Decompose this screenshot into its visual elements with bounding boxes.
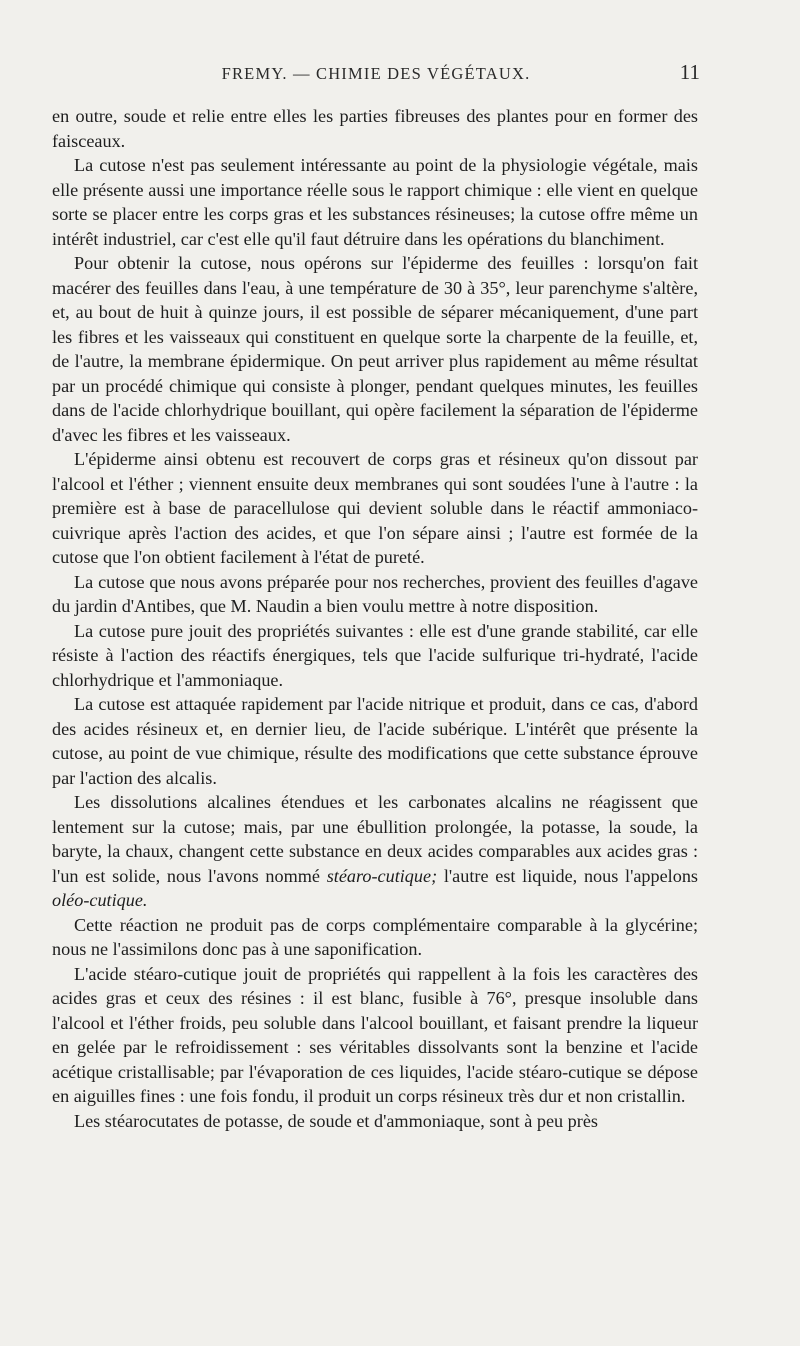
- page-number: 11: [679, 60, 700, 84]
- paragraph-4: L'épiderme ainsi obtenu est recouvert de corps gras et résineux qu'on dissout par l'alcool et l'éther ; viennent ensuite deux membranes qui sont soudées l'une à l'autre : la première est à base de paracellulose qui devient soluble dans le réactif ammoniaco-cuivrique après l'action des acides, et que l'on sépare ainsi ; l'autre est formée de la cutose que l'on obtient facilement à l'état de pureté.: [52, 449, 698, 567]
- body-text: [52, 104, 698, 1133]
- paragraph-8-text-a: Les dissolutions alcalines étendues et les carbonates alcalins ne réagissent que lentement sur la cutose; mais, par une ébullition prolongée, la potasse, la soude, la baryte, la chaux, changent cette substance en deux acides comparables aux acides gras : l'un est solide, nous l'avons nommé: [52, 792, 698, 886]
- paragraph-3: Pour obtenir la cutose, nous opérons sur l'épiderme des feuilles : lorsqu'on fait macérer des feuilles dans l'eau, à une température de 30 à 35°, leur parenchyme s'altère, et, au bout de huit à quinze jours, il est possible de séparer mécaniquement, d'une part les fibres et les vaisseaux qui constituent en quelque sorte la charpente de la feuille, et, de l'autre, la membrane épidermique. On peut arriver plus rapidement au même résultat par un procédé chimique qui consiste à plonger, pendant quelques minutes, les feuilles dans de l'acide chlorhydrique bouillant, qui opère facilement la séparation de l'épiderme d'avec les fibres et les vaisseaux.: [52, 253, 698, 445]
- paragraph-11: Les stéarocutates de potasse, de soude et d'ammoniaque, sont à peu près: [74, 1110, 598, 1131]
- paragraph-2: La cutose n'est pas seulement intéressante au point de la physiologie végétale, mais elle présente aussi une importance réelle sous le rapport chimique : elle vient en quelque sorte se placer entre les corps gras et les substances résineuses; la cutose offre même un intérêt industriel, car c'est elle qu'il faut détruire dans les opérations du blanchiment.: [52, 155, 698, 249]
- term-oleo-cutique: oléo-cutique.: [52, 890, 148, 910]
- paragraph-7: La cutose est attaquée rapidement par l'acide nitrique et produit, dans ce cas, d'abord des acides résineux et, en dernier lieu, de l'acide subérique. L'intérêt que présente la cutose, au point de vue chimique, résulte des modifications que cette substance éprouve par l'action des alcalis.: [52, 694, 698, 788]
- paragraph-8: [52, 790, 698, 913]
- paragraph-8-text-b: l'autre est liquide, nous l'appelons: [437, 865, 698, 886]
- paragraph-9: Cette réaction ne produit pas de corps complémentaire comparable à la glycérine; nous ne l'assimilons donc pas à une saponification.: [52, 914, 698, 959]
- term-stearo-cutique: stéaro-cutique;: [326, 865, 438, 886]
- paragraph-10: L'acide stéaro-cutique jouit de propriétés qui rappellent à la fois les caractères des acides gras et ceux des résines : il est blanc, fusible à 76°, presque insoluble dans l'alcool et l'éther froids, peu soluble dans l'alcool bouillant, et faisant prendre la liqueur en gelée par le refroidissement : ses véritables dissolvants sont la benzine et l'acide acétique cristallisable; par l'évaporation de ces liquides, l'acide stéaro-cutique se dépose en aiguilles fines : une fois fondu, il produit un corps résineux très dur et non cristallin.: [52, 963, 698, 1106]
- paragraph-5: La cutose que nous avons préparée pour nos recherches, provient des feuilles d'agave du jardin d'Antibes, que M. Naudin a bien voulu mettre à notre disposition.: [52, 571, 698, 616]
- running-head: FREMY. — CHIMIE DES VÉGÉTAUX.: [221, 64, 531, 83]
- paragraph-1: en outre, soude et relie entre elles les parties fibreuses des plantes pour en former des faisceaux.: [52, 106, 698, 151]
- paragraph-6: La cutose pure jouit des propriétés suivantes : elle est d'une grande stabilité, car elle résiste à l'action des réactifs énergiques, tels que l'acide sulfurique tri-hydraté, l'acide chlorhydrique et l'ammoniaque.: [52, 620, 698, 690]
